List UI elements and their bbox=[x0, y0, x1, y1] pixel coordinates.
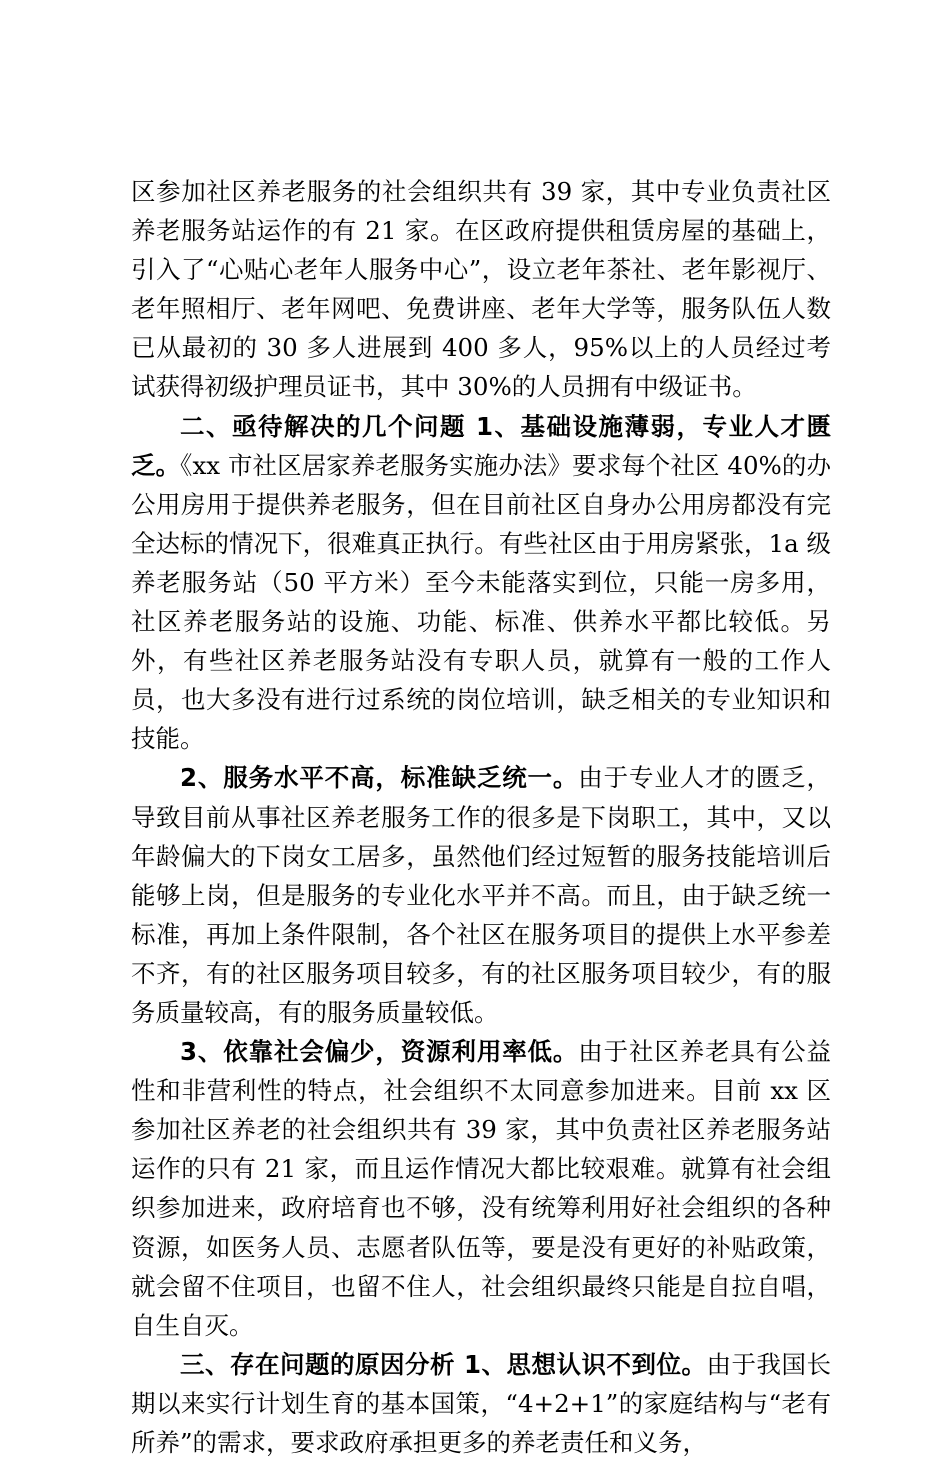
paragraph-2 bbox=[131, 407, 831, 759]
paragraph-3-text: 由于专业人才的匮乏，导致目前从事社区养老服务工作的很多是下岗职工，其中，又以年龄偏大的下岗女工居多，虽然他们经过短暂的服务技能培训后能够上岗，但是服务的专业化水平并不高。而且，由于缺乏统一标准，再加上条件限制，各个社区在服务项目的提供上水平参差不齐，有的社区服务项目较多，有的社区服务项目较少，有的服务质量较高，有的服务质量较低。 bbox=[131, 763, 832, 1027]
paragraph-5 bbox=[131, 1345, 831, 1462]
paragraph-3-heading: 2、服务水平不高，标准缺乏统一。 bbox=[180, 763, 579, 793]
paragraph-4 bbox=[131, 1032, 831, 1345]
paragraph-1 bbox=[131, 172, 831, 407]
paragraph-2-heading: 二、亟待解决的几个问题 1、基础设施薄弱，专业人才匮乏。 bbox=[131, 411, 831, 480]
document-body bbox=[131, 172, 831, 1462]
paragraph-5-text: 由于我国长期以来实行计划生育的基本国策，“4+2+1”的家庭结构与“老有所养”的需求，要求政府承担更多的养老责任和义务， bbox=[131, 1349, 832, 1457]
paragraph-4-text: 由于社区养老具有公益性和非营利性的特点，社会组织不太同意参加进来。目前 xx 区参加社区养老的社会组织共有 39 家，其中负责社区养老服务站运作的只有 21 家，而且运作情况大都比较艰难。就算有社会组织参加进来，政府培育也不够，没有统筹利用好社会组织的各种资源，如医务人员、志愿者队伍等，要是没有更好的补贴政策，就会留不住项目，也留不住人，社会组织最终只能是自拉自唱，自生自灭。 bbox=[131, 1037, 832, 1340]
paragraph-2-text: 《xx 市社区居家养老服务实施办法》要求每个社区 40%的办公用房用于提供养老服务，但在目前社区自身办公用房都没有完全达标的情况下，很难真正执行。有些社区由于用房紧张，1a 级养老服务站（50 平方米）至今未能落实到位，只能一房多用，社区养老服务站的设施、功能、标准、供养水平都比较低。另外，有些社区养老服务站没有专职人员，就算有一般的工作人员，也大多没有进行过系统的岗位培训，缺乏相关的专业知识和技能。 bbox=[131, 450, 831, 754]
paragraph-4-heading: 3、依靠社会偏少，资源利用率低。 bbox=[180, 1037, 579, 1067]
paragraph-1-text: 区参加社区养老服务的社会组织共有 39 家，其中专业负责社区养老服务站运作的有 21 家。在区政府提供租赁房屋的基础上，引入了“心贴心老年人服务中心”，设立老年茶社、老年影视厅、老年照相厅、老年网吧、免费讲座、老年大学等，服务队伍人数已从最初的 30 多人进展到 400 多人，95%以上的人员经过考试获得初级护理员证书，其中 30%的人员拥有中级证书。 bbox=[131, 177, 831, 402]
paragraph-3 bbox=[131, 758, 831, 1032]
paragraph-5-heading: 三、存在问题的原因分析 1、思想认识不到位。 bbox=[180, 1349, 707, 1379]
